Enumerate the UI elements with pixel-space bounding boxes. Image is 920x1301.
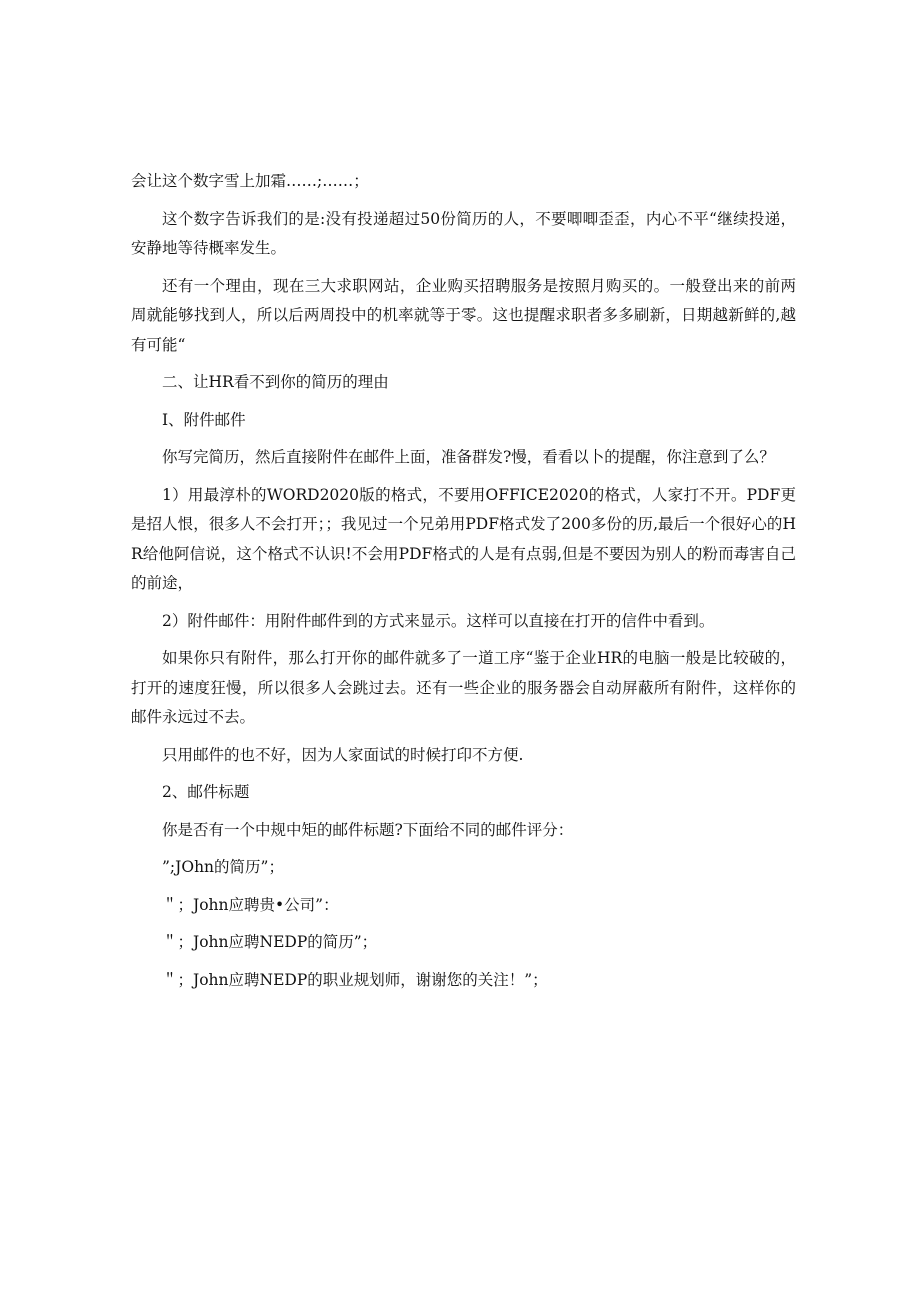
- subheading-mail-title: 2、邮件标题: [162, 783, 250, 801]
- paragraph-9: 只用邮件的也不好，因为人家面试的时候打印不方便.: [162, 745, 524, 764]
- list-item-2: 2）附件邮件：用附件邮件到的方式来显示。这样可以直接在打开的信件中看到。: [162, 611, 715, 630]
- section-heading-2: 二、让HR看不到你的简历的理由: [162, 373, 389, 391]
- paragraph-5: 你写完简历，然后直接附件在邮件上面，准备群发?慢，看看以卜的提醒，你注意到了么？: [162, 448, 775, 466]
- paragraph-8: 如果你只有附件，那么打开你的邮件就多了一道工序“鉴于企业HR的电脑一般是比较破的，打开的速度狂慢，所以很多人会跳过去。还有一些企业的服务器会自动屏蔽所有附件，这样你的邮件永远过不去。: [131, 649, 796, 726]
- document-body: [131, 167, 796, 1003]
- list-item-1: 1）用最淳朴的WORD2020版的格式，不要用OFFICE2020的格式，人家打不开。PDF更是招人恨，很多人不会打开；；我见过一个兄弟用PDF格式发了200多份的历,最后一个很好心的HR给他阿信说，这个格式不认识!不会用PDF格式的人是有点弱,但是不要因为别人的粉而毒害自己的前途，: [131, 485, 796, 592]
- example-title-3: ＂；John应聘NEDP的简历”；: [162, 933, 378, 951]
- paragraph-2: 还有一个理由，现在三大求职网站，企业购买招聘服务是按照月购买的。一般登出来的前两周就能够找到人，所以后两周投中的机率就等于零。这也提醒求职者多多刷新，日期越新鲜的,越有可能“: [131, 276, 796, 354]
- example-title-2: ＂；John应聘贵•公司”：: [162, 895, 339, 914]
- paragraph-1: 这个数字告诉我们的是:没有投递超过50份简历的人，不要唧唧歪歪，内心不平“继续投递，安静地等待概率发生。: [131, 209, 796, 257]
- subheading-attachment-mail: I、附件邮件: [162, 410, 246, 429]
- example-title-4: ＂；John应聘NEDP的职业规划师，谢谢您的关注！”；: [162, 970, 548, 989]
- paragraph-11: 你是否有一个中规中矩的邮件标题?下面给不同的邮件评分：: [162, 820, 574, 839]
- paragraph-0: 会让这个数字雪上加霜……;……；: [131, 172, 369, 190]
- example-title-1: ”;JOhn的简历”；: [162, 858, 284, 876]
